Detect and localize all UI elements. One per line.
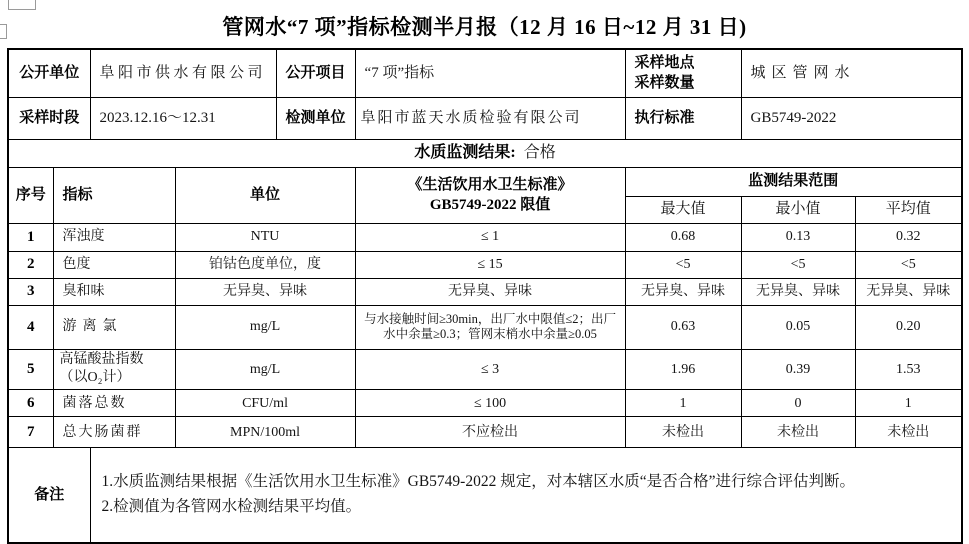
cell-standard: 与水接触时间≥30min，出厂水中限值≤2；出厂水中余量≥0.3；管网末梢水中余量≥0.05 [355,305,625,349]
col-header-max: 最大值 [625,196,741,223]
monitoring-result-label: 水质监测结果: [414,144,516,161]
col-header-serial: 序号 [8,167,53,223]
cell-serial: 5 [8,349,53,390]
cell-serial: 7 [8,417,53,448]
cell-avg: 1.53 [855,349,962,390]
label-public-project: 公开项目 [276,49,355,97]
cell-min: 0.39 [741,349,855,390]
value-testing-unit: 阜阳市蓝天水质检验有限公司 [355,97,625,139]
cell-max: 1 [625,390,741,417]
cell-indicator-line1: 高锰酸盐指数 [59,351,144,367]
cell-avg: 1 [855,390,962,417]
cell-avg: <5 [855,251,962,278]
cell-indicator-line2: （以O₂计） [59,370,131,386]
cell-serial: 1 [8,223,53,251]
water-quality-report-table [7,48,963,544]
cell-unit: CFU/ml [175,390,355,417]
cell-min: 0.05 [741,305,855,349]
cropped-grid-artifact [8,0,36,10]
col-header-standard-line1: 《生活饮用水卫生标准》 [407,176,573,193]
remarks-label: 备注 [8,448,90,543]
cell-indicator: 浑浊度 [53,223,175,251]
cell-serial: 2 [8,251,53,278]
label-sampling-location-count [625,49,741,97]
cell-min: <5 [741,251,855,278]
monitoring-result-banner [8,139,962,167]
col-header-standard-line2: GB5749-2022 限值 [429,197,551,213]
cell-serial: 4 [8,305,53,349]
cell-max: <5 [625,251,741,278]
cell-indicator: 总大肠菌群 [53,417,175,448]
value-sampling-location: 城区管网水 [741,49,962,97]
cell-min: 未检出 [741,417,855,448]
col-header-range-group: 监测结果范围 [625,167,962,196]
cell-standard: ≤ 1 [355,223,625,251]
col-header-standard [355,167,625,223]
cell-standard: ≤ 3 [355,349,625,390]
cell-indicator [53,349,175,390]
cell-max: 未检出 [625,417,741,448]
remarks-line-2: 2.检测值为各管网水检测结果平均值。 [101,498,362,516]
table-row [8,417,962,448]
cell-indicator: 臭和味 [53,278,175,305]
cell-avg: 0.20 [855,305,962,349]
label-testing-unit: 检测单位 [276,97,355,139]
table-row [8,278,962,305]
label-public-unit: 公开单位 [8,49,90,97]
col-header-avg: 平均值 [855,196,962,223]
table-row [8,251,962,278]
cell-serial: 3 [8,278,53,305]
label-sampling-period: 采样时段 [8,97,90,139]
cell-indicator: 色度 [53,251,175,278]
cell-serial: 6 [8,390,53,417]
value-public-project: “7 项”指标 [355,49,625,97]
cell-min: 无异臭、异味 [741,278,855,305]
col-header-unit: 单位 [175,167,355,223]
cell-unit: mg/L [175,305,355,349]
label-standard: 执行标准 [625,97,741,139]
cell-standard: ≤ 100 [355,390,625,417]
col-header-min: 最小值 [741,196,855,223]
table-row [8,223,962,251]
cell-avg: 无异臭、异味 [855,278,962,305]
cell-standard: 不应检出 [355,417,625,448]
value-public-unit: 阜阳市供水有限公司 [90,49,276,97]
cell-indicator: 菌落总数 [53,390,175,417]
cell-unit: mg/L [175,349,355,390]
monitoring-result-value: 合格 [523,144,556,161]
cell-max: 0.68 [625,223,741,251]
cell-standard: ≤ 15 [355,251,625,278]
cell-avg: 未检出 [855,417,962,448]
cell-unit: MPN/100ml [175,417,355,448]
cell-indicator: 游离氯 [53,305,175,349]
cell-min: 0 [741,390,855,417]
cell-unit: NTU [175,223,355,251]
cell-max: 1.96 [625,349,741,390]
cell-unit: 无异臭、异味 [175,278,355,305]
cell-max: 无异臭、异味 [625,278,741,305]
remarks-line-1: 1.水质监测结果根据《生活饮用水卫生标准》GB5749-2022 规定，对本辖区水质“是否合格”进行综合评估判断。 [101,473,855,491]
table-row [8,390,962,417]
report-title: 管网水“7 项”指标检测半月报（12 月 16 日~12 月 31 日) [222,15,747,39]
cell-standard: 无异臭、异味 [355,278,625,305]
cell-avg: 0.32 [855,223,962,251]
cell-unit: 铂钴色度单位，度 [175,251,355,278]
value-sampling-period: 2023.12.16～12.31 [90,97,276,139]
label-sampling-count: 采样数量 [634,75,695,92]
value-standard: GB5749-2022 [741,97,962,139]
table-row [8,349,962,390]
cell-max: 0.63 [625,305,741,349]
cell-min: 0.13 [741,223,855,251]
remarks-content [90,448,962,543]
table-row [8,305,962,349]
col-header-indicator: 指标 [53,167,175,223]
label-sampling-location: 采样地点 [634,55,695,71]
